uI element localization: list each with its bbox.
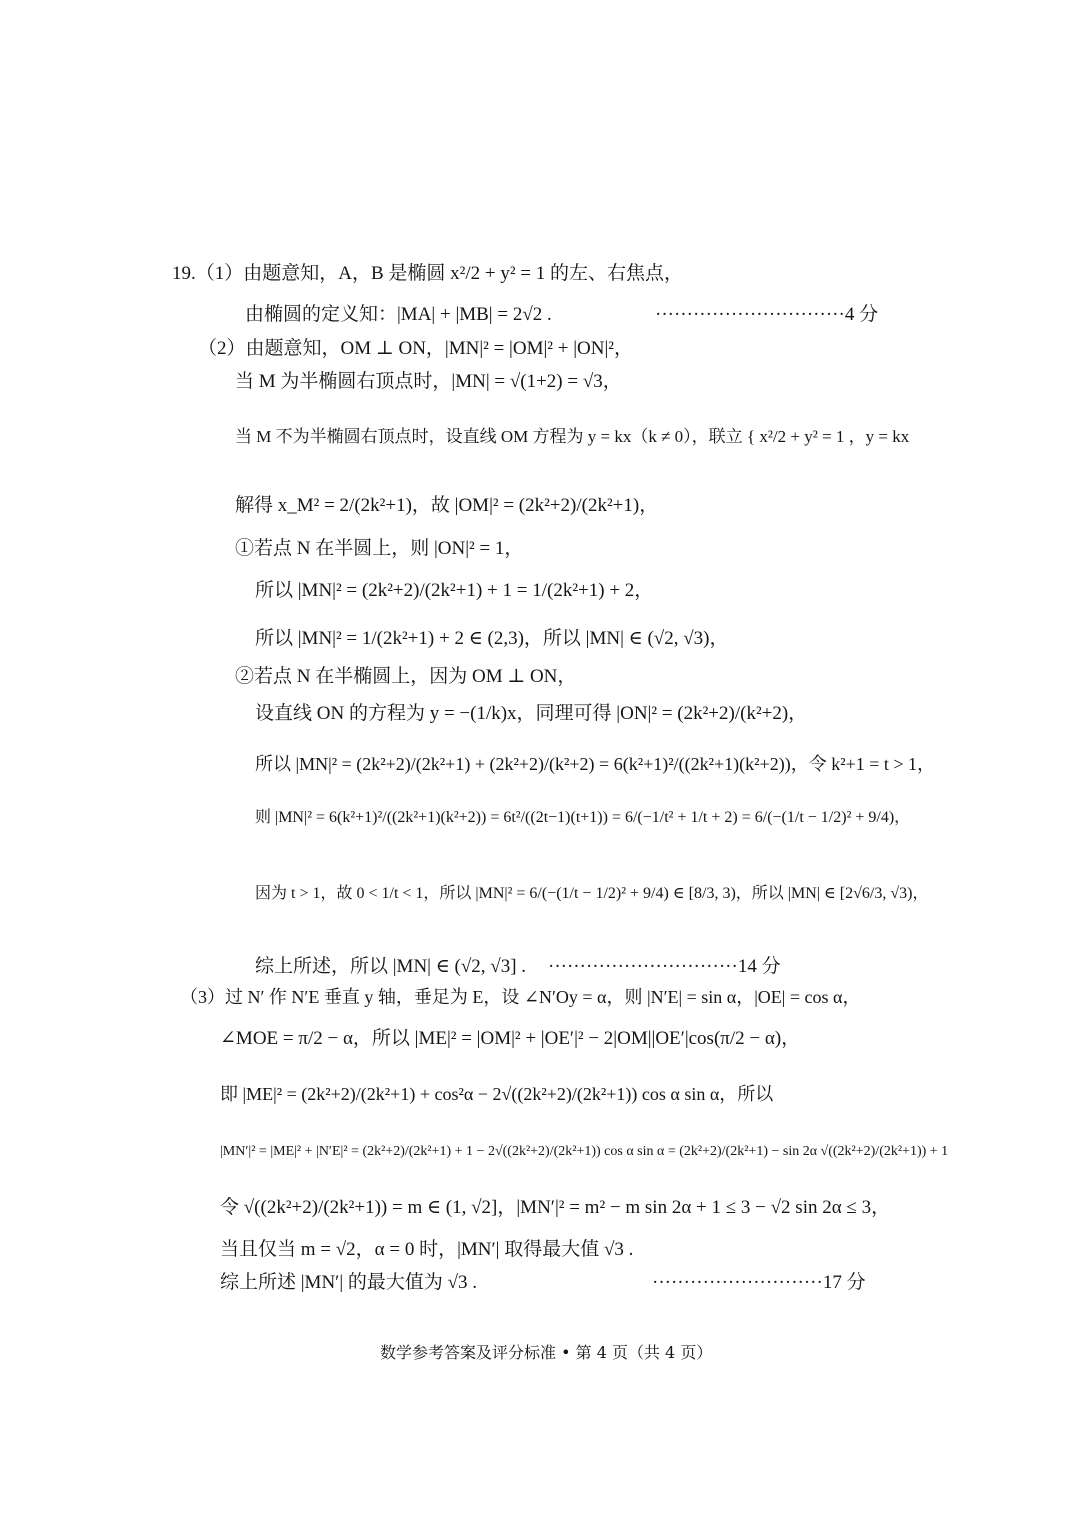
q19-part2-line-om: 当 M 不为半椭圆右顶点时，设直线 OM 方程为 y = kx（k ≠ 0），联立 { x²/2 + y² = 1 ，y = kx bbox=[235, 427, 910, 446]
q19-part3-substitution: 令 √((2k²+2)/(2k²+1)) = m ∈ (1, √2]，|MN′|² = m² − m sin 2α + 1 ≤ 3 − √2 sin 2α ≤ 3， bbox=[220, 1197, 891, 1218]
q19-part1-definition: 由椭圆的定义知：|MA| + |MB| = 2√2 . bbox=[245, 304, 552, 325]
q19-case2-line-on: 设直线 ON 的方程为 y = −(1/k)x，同理可得 |ON|² = (2k²+2)/(k²+2)， bbox=[255, 703, 808, 724]
q19-part3-me-squared: 即 |ME|² = (2k²+2)/(2k²+1) + cos²α − 2√((2k²+2)/(2k²+1)) cos α sin α，所以 bbox=[220, 1084, 774, 1104]
q19-case1-mn-squared: 所以 |MN|² = (2k²+2)/(2k²+1) + 1 = 1/(2k²+1) + 2， bbox=[255, 580, 654, 601]
q19-part3-equality-case: 当且仅当 m = √2，α = 0 时，|MN′| 取得最大值 √3 . bbox=[220, 1239, 634, 1260]
q19-case2-intro: ②若点 N 在半椭圆上，因为 OM ⊥ ON， bbox=[235, 666, 577, 687]
q19-case1-range: 所以 |MN|² = 1/(2k²+1) + 2 ∈ (2,3)，所以 |MN| ∈ (√2, √3)， bbox=[255, 628, 729, 649]
score-17: ···························17 分 bbox=[652, 1272, 866, 1293]
score-14: ······························14 分 bbox=[548, 956, 781, 977]
q19-part3-cosine-law: ∠MOE = π/2 − α，所以 |ME|² = |OM|² + |OE′|² − 2|OM||OE′|cos(π/2 − α)， bbox=[220, 1028, 801, 1049]
q19-case2-transform: 则 |MN|² = 6(k²+1)²/((2k²+1)(k²+2)) = 6t²/((2t−1)(t+1)) = 6/(−1/t² + 1/t + 2) = 6/(−(1/t − 1/2)² + 9/4)， bbox=[255, 809, 911, 826]
q19-part2-solve-xm: 解得 x_M² = 2/(2k²+1)，故 |OM|² = (2k²+2)/(2k²+1)， bbox=[235, 495, 659, 516]
q19-part1-intro: 19.（1）由题意知，A，B 是椭圆 x²/2 + y² = 1 的左、右焦点， bbox=[172, 263, 683, 284]
q19-part3-conclusion: 综上所述 |MN′| 的最大值为 √3 . bbox=[220, 1272, 478, 1293]
page-footer: 数学参考答案及评分标准 • 第 4 页（共 4 页） bbox=[380, 1343, 713, 1362]
q19-case1-intro: ①若点 N 在半圆上，则 |ON|² = 1， bbox=[235, 538, 524, 559]
q19-part2-conclusion: 综上所述，所以 |MN| ∈ (√2, √3] . bbox=[255, 956, 527, 977]
q19-part2-vertex-case: 当 M 为半椭圆右顶点时，|MN| = √(1+2) = √3， bbox=[235, 371, 622, 392]
q19-case2-mn-sum: 所以 |MN|² = (2k²+2)/(2k²+1) + (2k²+2)/(k²+2) = 6(k²+1)²/((2k²+1)(k²+2))，令 k²+1 = t > 1， bbox=[255, 754, 936, 774]
q19-part3-intro: （3）过 N′ 作 N′E 垂直 y 轴，垂足为 E，设 ∠N′Oy = α，则 |N′E| = sin α，|OE| = cos α， bbox=[180, 987, 861, 1007]
q19-case2-range: 因为 t > 1，故 0 < 1/t < 1，所以 |MN|² = 6/(−(1/t − 1/2)² + 9/4) ∈ [8/3, 3)，所以 |MN| ∈ [2√6/3, √3)， bbox=[255, 885, 929, 902]
score-4: ······························4 分 bbox=[655, 304, 879, 325]
q19-part3-mn-prime-squared: |MN′|² = |ME|² + |N′E|² = (2k²+2)/(2k²+1) + 1 − 2√((2k²+2)/(2k²+1)) cos α sin α = (2k²+2)/(2k²+1) − sin 2α √((2k²+2)/(2k²+1)) + 1 bbox=[220, 1144, 949, 1159]
q19-part2-intro: （2）由题意知，OM ⊥ ON，|MN|² = |OM|² + |ON|²， bbox=[198, 338, 633, 359]
